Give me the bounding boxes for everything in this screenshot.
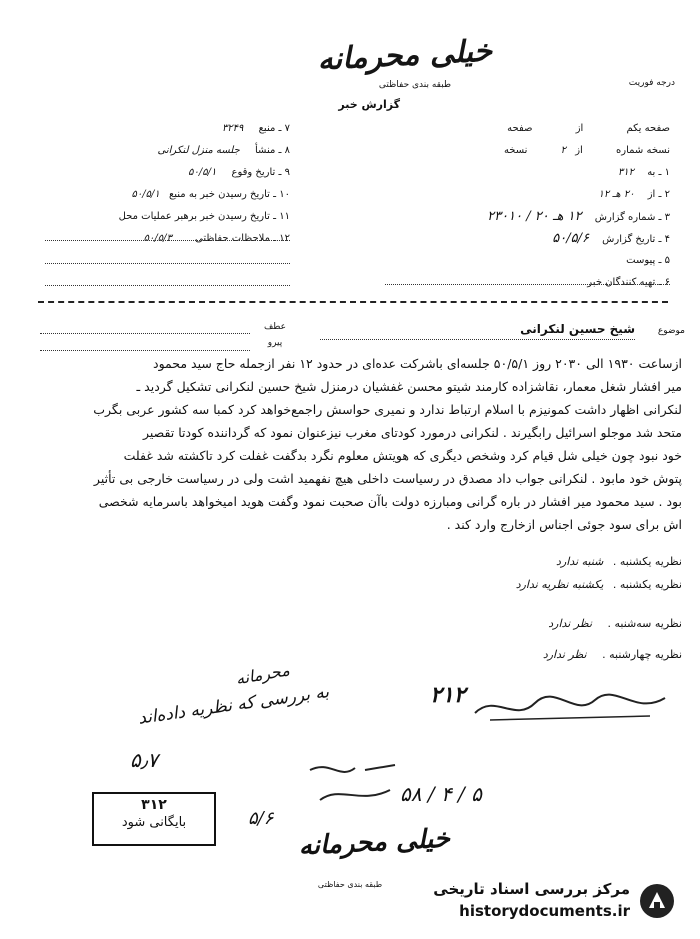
signature-scribble [470, 688, 670, 728]
blank-line [40, 350, 250, 351]
filing-number: ۳۱۲ [141, 797, 167, 813]
classification-caption: طبقه بندی حفاظتی [378, 80, 452, 90]
handwritten-note: محرمانه [234, 660, 291, 689]
field-report-number: ۳ ـ شماره گزارش ۱۲ هـ ۲۰ / ۲۳۰۱۰ [487, 209, 670, 224]
handwritten-side-number: ۵/۶ [248, 808, 274, 829]
filing-stamp [92, 792, 216, 846]
left-fields [40, 120, 290, 248]
blank-line [45, 263, 290, 264]
margin-number: ۲۱۲ [430, 682, 466, 708]
reference-label: عطف [263, 322, 287, 332]
body-line: میر افشار شغل معمار، نقاشزاده کارمند شیتو محسن غفشیان درمنزل شیخ حسین لنکرانی تشکیل گردید ـ [136, 379, 682, 394]
body-line: لنکرانی اظهار داشت کمونیزم با اسلام ارتباط ندارد و نمیری حواسش راجمع‌خواهد کرد کمبا سه کشور عربی بگرب [93, 402, 682, 417]
opinion-row: نظریه سه‌شنبه . نظر ندارد [548, 617, 682, 630]
handwritten-value: ۵٫۷ [130, 748, 158, 772]
watermark-url: historydocuments.ir [459, 902, 630, 920]
handwritten-date: ۵۸ / ۴ / ۵ [400, 782, 482, 806]
subject-underline [320, 339, 635, 340]
opinion-row: نظریه یکشنبه . یکشنبه نظریه ندارد [515, 578, 682, 591]
report-body [30, 352, 682, 536]
field-occurrence-date: ۹ ـ تاریخ وقوع ۵۰/۵/۱ [188, 167, 290, 178]
filing-caption: بایگانی شود [121, 815, 187, 830]
field-origin: ۸ ـ منشأ جلسه منزل لنکرانی [157, 145, 290, 156]
field-page: صفحه یکم از صفحه [507, 123, 670, 134]
field-security-notes: ۱۲ ـ ملاحظات حفاظتی ۵۰/۵/۳ [143, 233, 290, 244]
secret-stamp: خیلی محرمانه [297, 823, 451, 862]
priority-label: درجه فوریت [628, 78, 675, 88]
opinion-row: نظریه چهارشنبه . نظر ندارد [542, 648, 682, 661]
field-reporters: ۶ ـ تهیه کنندگان خبر [587, 277, 670, 288]
field-report-date: ۴ ـ تاریخ گزارش ۵۰/۵/۶ [552, 231, 670, 246]
opinions-block [330, 550, 682, 666]
blank-line [45, 285, 290, 286]
right-fields [385, 120, 670, 292]
field-news-to-source-date: ۱۰ ـ تاریخ رسیدن خبر به منبع ۵۰/۵/۱ [131, 189, 290, 200]
field-to: ۱ ـ به ۳۱۲ [617, 167, 670, 178]
blank-line [385, 284, 670, 285]
body-line: خود نبود چون خیلی شل قیام کرد وشخص دیگری که هویتش معلوم نگرد بدگفت غفلت کرد تاکشته شد غفلت [123, 448, 682, 463]
field-news-to-leader-date: ۱۱ ـ تاریخ رسیدن خبر برهبر عملیات محل [118, 211, 290, 222]
handwritten-note: به بررسی که نظریه داده‌اند [136, 682, 331, 729]
follow-up-label: پیرو [267, 338, 283, 348]
body-line: ازساعت ۱۹۳۰ الی ۲۰۳۰ روز ۵۰/۵/۱ جلسه‌ای باشرکت عده‌ای در حدود ۱۲ نفر ازجمله حاج سید محمود [153, 356, 682, 371]
blank-line [45, 240, 290, 241]
field-source: ۷ ـ منبع ۳۲۴۹ [221, 123, 290, 134]
body-line: اش برای سود جوئی اجناس ازخارج وارد کند . [446, 517, 682, 532]
handwritten-scribble [300, 760, 410, 814]
field-from: ۲ ـ از ۲۰ هـ ۱۲ [598, 189, 670, 200]
footer-caption: طبقه بندی حفاظتی [317, 880, 383, 889]
watermark-title: مرکز بررسی اسناد تاریخی [433, 880, 630, 898]
opinion-row: نظریه یکشنبه . شنبه ندارد [556, 555, 682, 568]
archive-logo-icon [640, 884, 674, 918]
body-line: پتوش خود مابود . لنکرانی جواب داد مصدق در رسیاست داخلی هیچ نفهمید اشت ولی در رسیاست خارجی بی تأثیر [93, 471, 682, 486]
field-copy-number: نسخه شماره از ۲ نسخه [503, 145, 670, 156]
subject-label: موضوع [657, 326, 685, 336]
blank-line [40, 333, 250, 334]
subject-value: شیخ حسین لنکرانی [520, 322, 635, 336]
body-line: متحد شد موجلو اسرائیل رابگیرند . لنکرانی درمورد کودتای مغرب نیزعنوان نمود که گرداننده کودتا تقصیر [142, 425, 682, 440]
form-title: گزارش خبر [338, 98, 400, 111]
classification-stamp: خیلی محرمانه [316, 33, 493, 78]
body-line: بود . سید محمود میر افشار در باره گرانی ومبارزه دولت باآن صحبت نمود وگفت هوید امیخواهد باسرمایه شخصی [98, 494, 682, 509]
separator [38, 301, 668, 303]
field-attachment: ۵ ـ پیوست [626, 255, 670, 266]
